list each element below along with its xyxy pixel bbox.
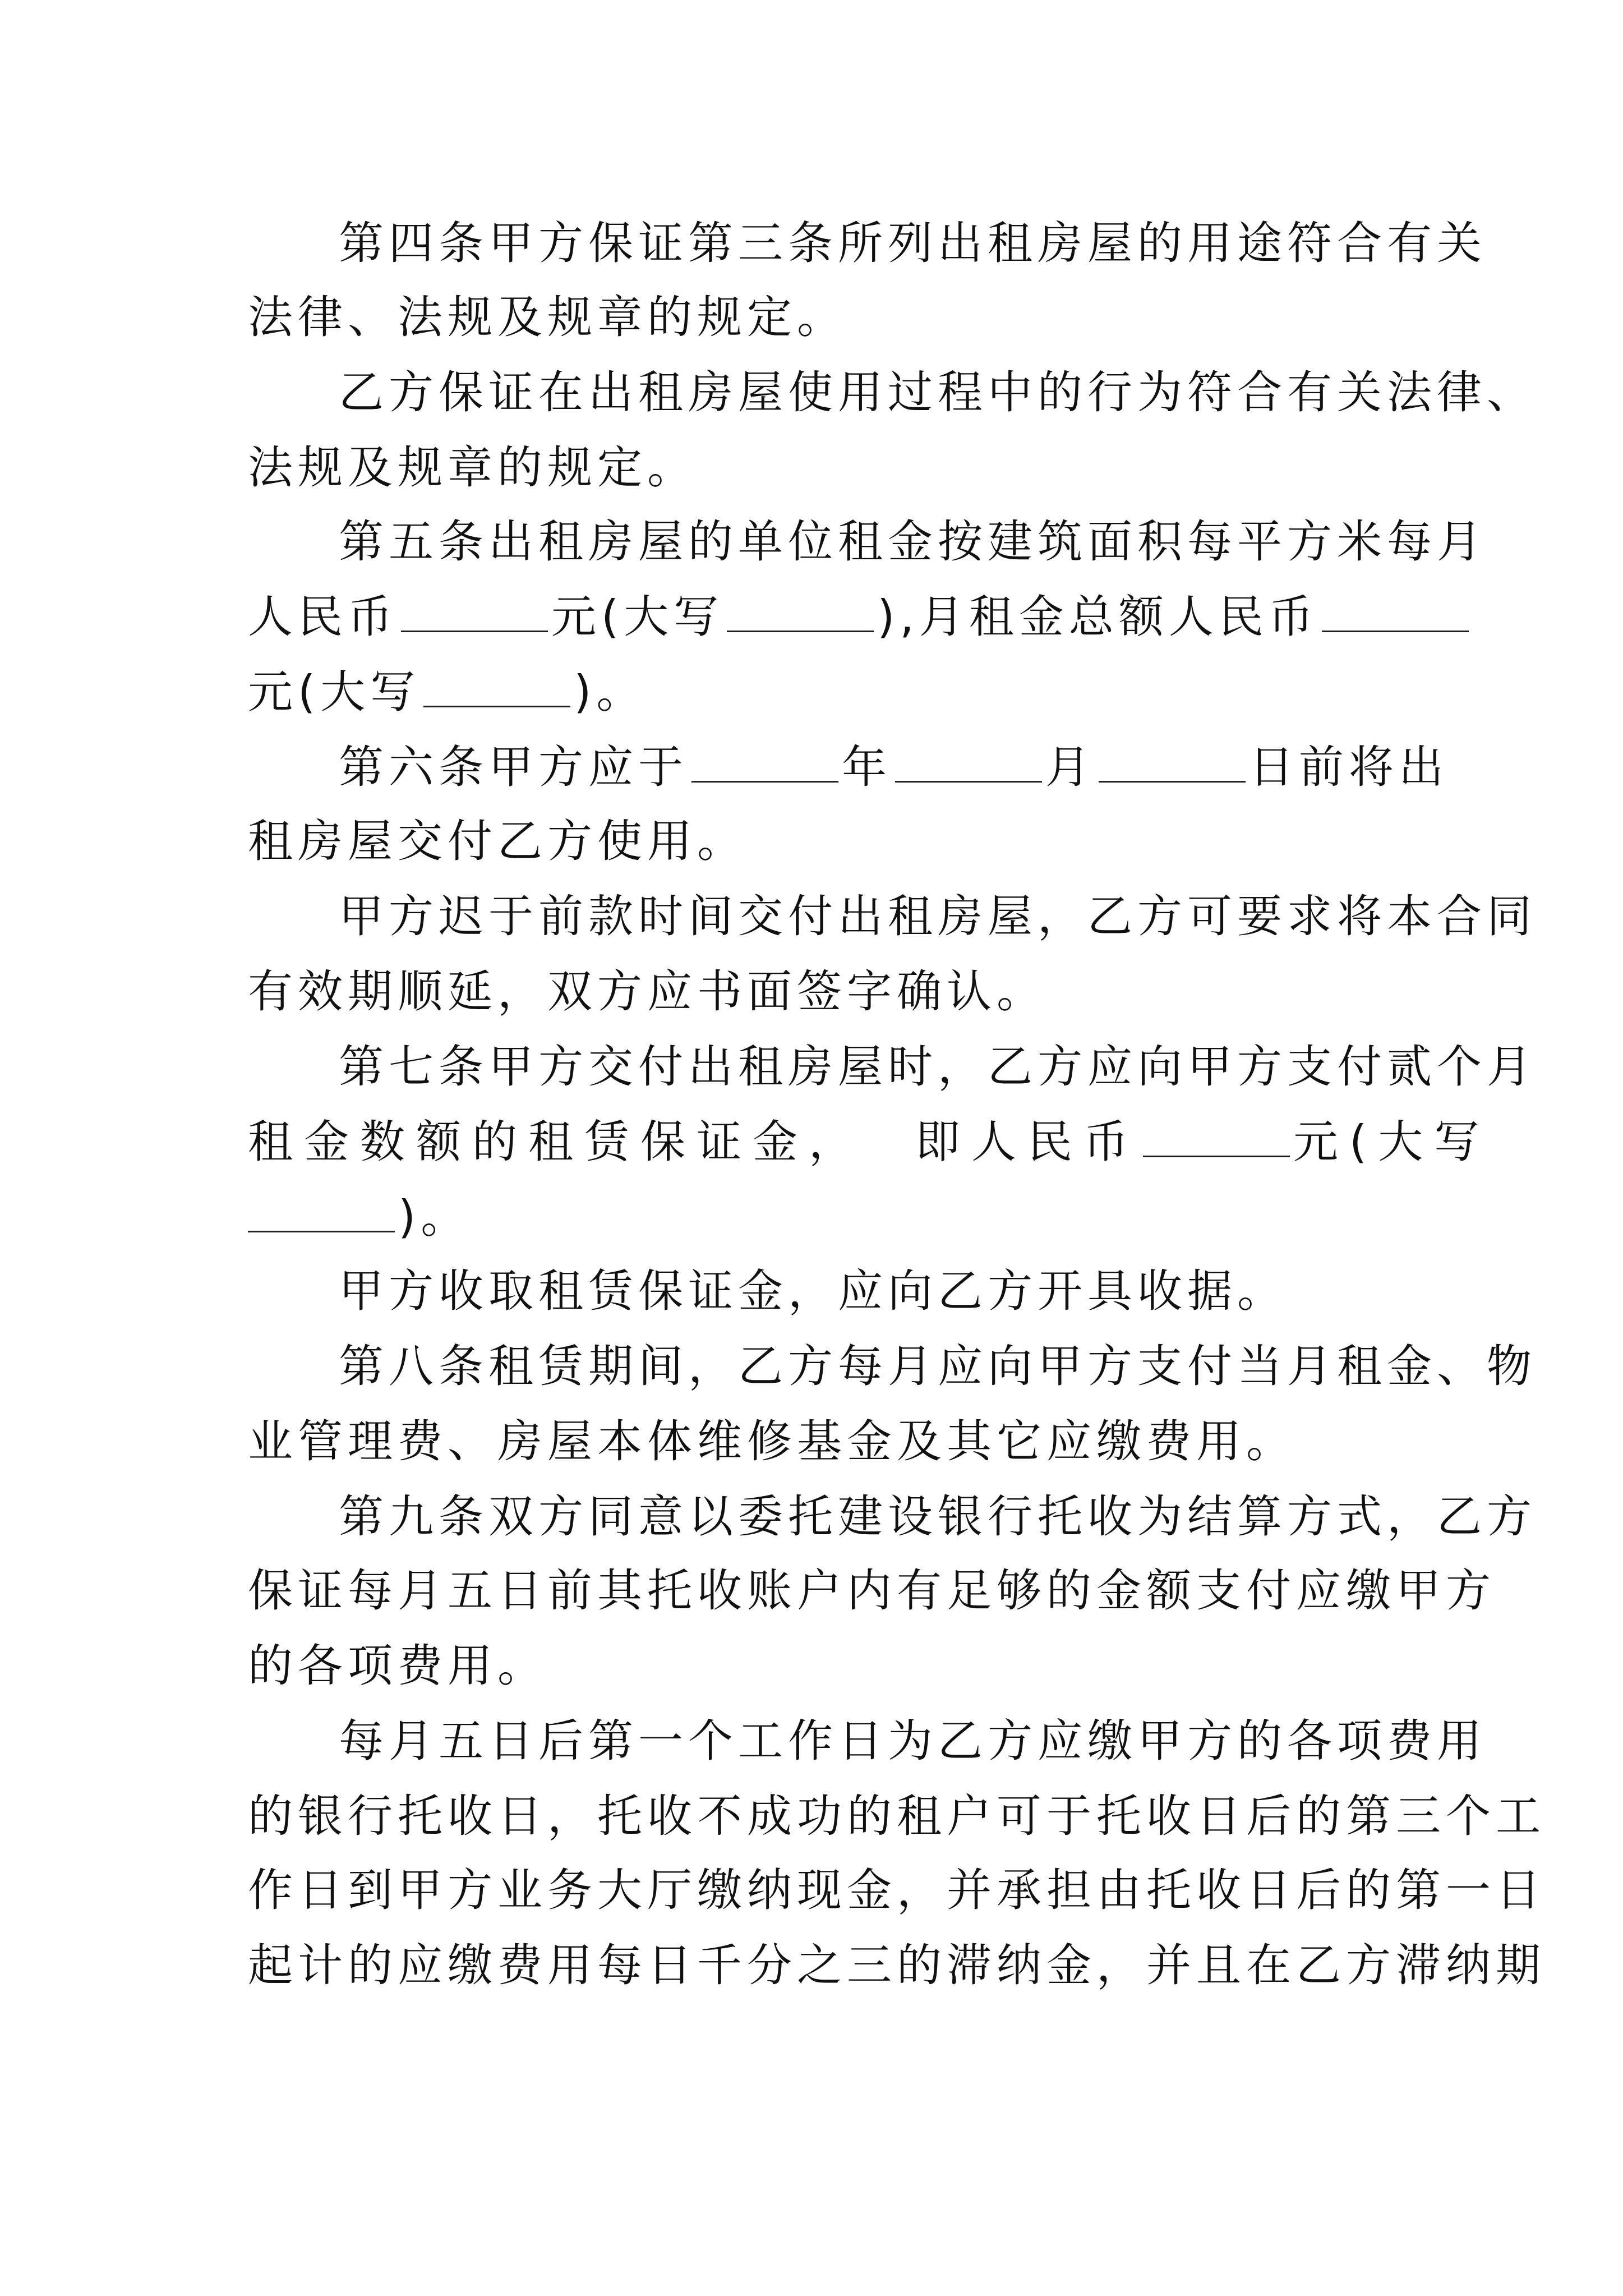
clause-9-para-2-line-4: 起计的应缴费用每日千分之三的滞纳金，并且在乙方滞纳期 (248, 1939, 1546, 1991)
fill-blank-day[interactable] (1099, 744, 1246, 783)
fill-blank-month[interactable] (895, 744, 1042, 783)
text-segment: 元(大写 (1293, 1116, 1491, 1168)
clause-9-line-2: 保证每月五日前其托收账户内有足够的金额支付应缴甲方 (248, 1565, 1496, 1617)
clause-9-para-2-line-2: 的银行托收日，托收不成功的租户可于托收日后的第三个工 (248, 1790, 1546, 1842)
text-segment: ),月租金总额人民币 (877, 591, 1318, 643)
clause-5-line-2 (248, 590, 1472, 644)
fill-blank-unit-rent-uppercase[interactable] (727, 593, 874, 632)
text-segment: 第六条甲方应于 (339, 741, 688, 793)
clause-7-para-2-line-1: 甲方收取租赁保证金，应向乙方开具收据。 (339, 1265, 1287, 1317)
clause-7-line-3 (248, 1190, 471, 1244)
fill-blank-monthly-rent-uppercase[interactable] (423, 669, 570, 707)
fill-blank-monthly-rent[interactable] (1322, 593, 1469, 632)
clause-4-para-2-line-2: 法规及规章的规定。 (248, 441, 697, 494)
clause-8-line-2: 业管理费、房屋本体维修基金及其它应缴费用。 (248, 1415, 1296, 1467)
clause-9-para-2-line-3: 作日到甲方业务大厅缴纳现金，并承担由托收日后的第一日 (248, 1864, 1546, 1916)
clause-7-line-2 (248, 1115, 1490, 1169)
clause-8-line-1: 第八条租赁期间，乙方每月应向甲方支付当月租金、物 (339, 1340, 1537, 1392)
fill-blank-deposit[interactable] (1143, 1119, 1290, 1157)
clause-4-line-1: 第四条甲方保证第三条所列出租房屋的用途符合有关 (339, 217, 1487, 269)
clause-6-para-2-line-2: 有效期顺延，双方应书面签字确认。 (248, 965, 1046, 1018)
fill-blank-deposit-uppercase[interactable] (248, 1194, 395, 1232)
clause-9-line-3: 的各项费用。 (248, 1640, 547, 1692)
clause-7-line-1: 第七条甲方交付出租房屋时，乙方应向甲方支付贰个月 (339, 1041, 1537, 1093)
text-segment: )。 (574, 666, 647, 718)
text-segment: 年 (842, 741, 892, 793)
text-segment: 即人民币 (915, 1116, 1140, 1168)
text-segment: 日前将出 (1249, 741, 1449, 793)
fill-blank-year[interactable] (691, 744, 838, 783)
clause-6-line-1 (339, 740, 1449, 794)
clause-4-line-2: 法律、法规及规章的规定。 (248, 291, 847, 343)
text-segment: 元(大写 (551, 591, 724, 643)
text-segment: )。 (398, 1191, 471, 1243)
text-segment: 月 (1045, 741, 1095, 793)
clause-4-para-2-line-1: 乙方保证在出租房屋使用过程中的行为符合有关法律、 (339, 366, 1537, 418)
clause-6-line-2: 租房屋交付乙方使用。 (248, 815, 747, 867)
clause-9-para-2-line-1: 每月五日后第一个工作日为乙方应缴甲方的各项费用 (339, 1715, 1487, 1767)
clause-9-line-1: 第九条双方同意以委托建设银行托收为结算方式，乙方 (339, 1490, 1537, 1543)
text-segment: 元(大写 (248, 666, 421, 718)
clause-5-line-1: 第五条出租房屋的单位租金按建筑面积每平方米每月 (339, 516, 1487, 568)
clause-5-line-3 (248, 665, 646, 719)
fill-blank-unit-rent[interactable] (401, 593, 548, 632)
text-segment: 人民币 (248, 591, 398, 643)
text-segment: 租金数额的租赁保证金， (248, 1116, 865, 1168)
clause-6-para-2-line-1: 甲方迟于前款时间交付出租房屋，乙方可要求将本合同 (339, 890, 1537, 942)
